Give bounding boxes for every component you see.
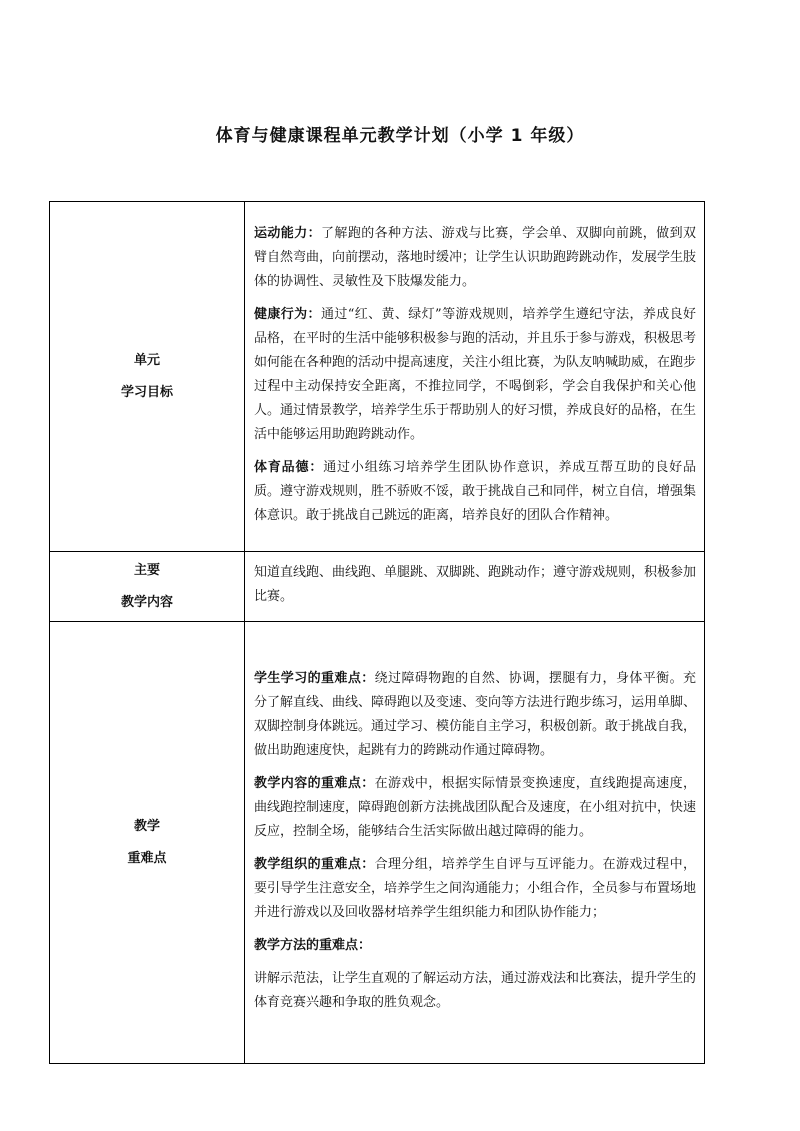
row-label-goals (50, 202, 245, 552)
difficulty-term: 教学方法的重难点： (254, 938, 372, 953)
row-label-difficulties (50, 622, 245, 1064)
difficulty-item (254, 853, 696, 925)
difficulty-text: 讲解示范法，让学生直观的了解运动方法，通过游戏法和比赛法，提升学生的体育竞赛兴趣和争取的胜负观念。 (254, 971, 697, 1010)
difficulty-item (254, 667, 696, 763)
difficulty-term: 学生学习的重难点： (254, 671, 375, 686)
goal-term: 健康行为： (254, 307, 321, 322)
difficulty-term: 教学内容的重难点： (254, 776, 375, 791)
content-text: 知道直线跑、曲线跑、单腿跳、双脚跳、跑跳动作；遵守游戏规则，积极参加比赛。 (254, 565, 697, 604)
goal-term: 运动能力： (254, 226, 322, 241)
table-row-difficulties (50, 622, 705, 1064)
row-content-goals (245, 202, 705, 552)
label-line: 学习目标 (120, 384, 173, 400)
difficulty-item (254, 772, 696, 844)
difficulty-text: 绕过障碍物跑的自然、协调，摆腿有力，身体平衡。充分了解直线、曲线、障碍跑以及变速、变向等方法进行跑步练习，运用单脚、双脚控制身体跳远。通过学习、模仿能自主学习，积极创新。敢于挑战自我，做出助跑速度快，起跳有力的跨跳动作通过障碍物。 (254, 671, 697, 758)
difficulty-item (254, 934, 696, 958)
goal-text: 了解跑的各种方法、游戏与比赛，学会单、双脚向前跳，做到双臂自然弯曲，向前摆动，落地时缓冲；让学生认识助跑跨跳动作，发展学生肢体的协调性、灵敏性及下肢爆发能力。 (254, 226, 697, 289)
goal-item (254, 303, 696, 447)
goal-item (254, 456, 696, 528)
goal-term: 体育品德： (254, 460, 324, 475)
table-row-content (50, 552, 705, 622)
difficulty-item (254, 967, 696, 1015)
row-content-difficulties (245, 622, 705, 1064)
label-line: 单元 (133, 352, 160, 368)
label-line: 教学 (133, 818, 160, 834)
difficulty-text: 在游戏中，根据实际情景变换速度，直线跑提高速度，曲线跑控制速度，障碍跑创新方法挑战团队配合及速度，在小组对抗中，快速反应，控制全场，能够结合生活实际做出越过障碍的能力。 (254, 776, 697, 839)
row-label-content (50, 552, 245, 622)
label-line: 主要 (133, 562, 160, 578)
difficulty-text: 合理分组，培养学生自评与互评能力。在游戏过程中，要引导学生注意安全，培养学生之间沟通能力；小组合作，全员参与布置场地并进行游戏以及回收器材培养学生组织能力和团队协作能力； (254, 857, 697, 920)
goal-text: 通过“红、黄、绿灯”等游戏规则，培养学生遵纪守法，养成良好品格，在平时的生活中能够积极参与跑的活动，并且乐于参与游戏，积极思考如何能在各种跑的活动中提高速度，关注小组比赛，为队友呐喊助威，在跑步过程中主动保持安全距离，不推拉同学，不喝倒彩，学会自我保护和关心他人。通过情景教学，培养学生乐于帮助别人的好习惯，养成良好的品格，在生活中能够运用助跑跨跳动作。 (254, 307, 697, 442)
table-row-goals (50, 202, 705, 552)
teaching-plan-table (49, 201, 705, 1064)
goal-text: 通过小组练习培养学生团队协作意识，养成互帮互助的良好品质。遵守游戏规则，胜不骄败不馁，敢于挑战自己和同伴，树立自信，增强集体意识。敢于挑战自己跳远的距离，培养良好的团队合作精神。 (254, 460, 697, 523)
page-title: 体育与健康课程单元教学计划（小学 1 年级） (215, 126, 585, 146)
difficulty-term: 教学组织的重难点： (254, 857, 375, 872)
label-line: 重难点 (127, 850, 167, 866)
row-content-main (245, 552, 705, 622)
goal-item (254, 222, 696, 294)
label-line: 教学内容 (120, 594, 173, 610)
